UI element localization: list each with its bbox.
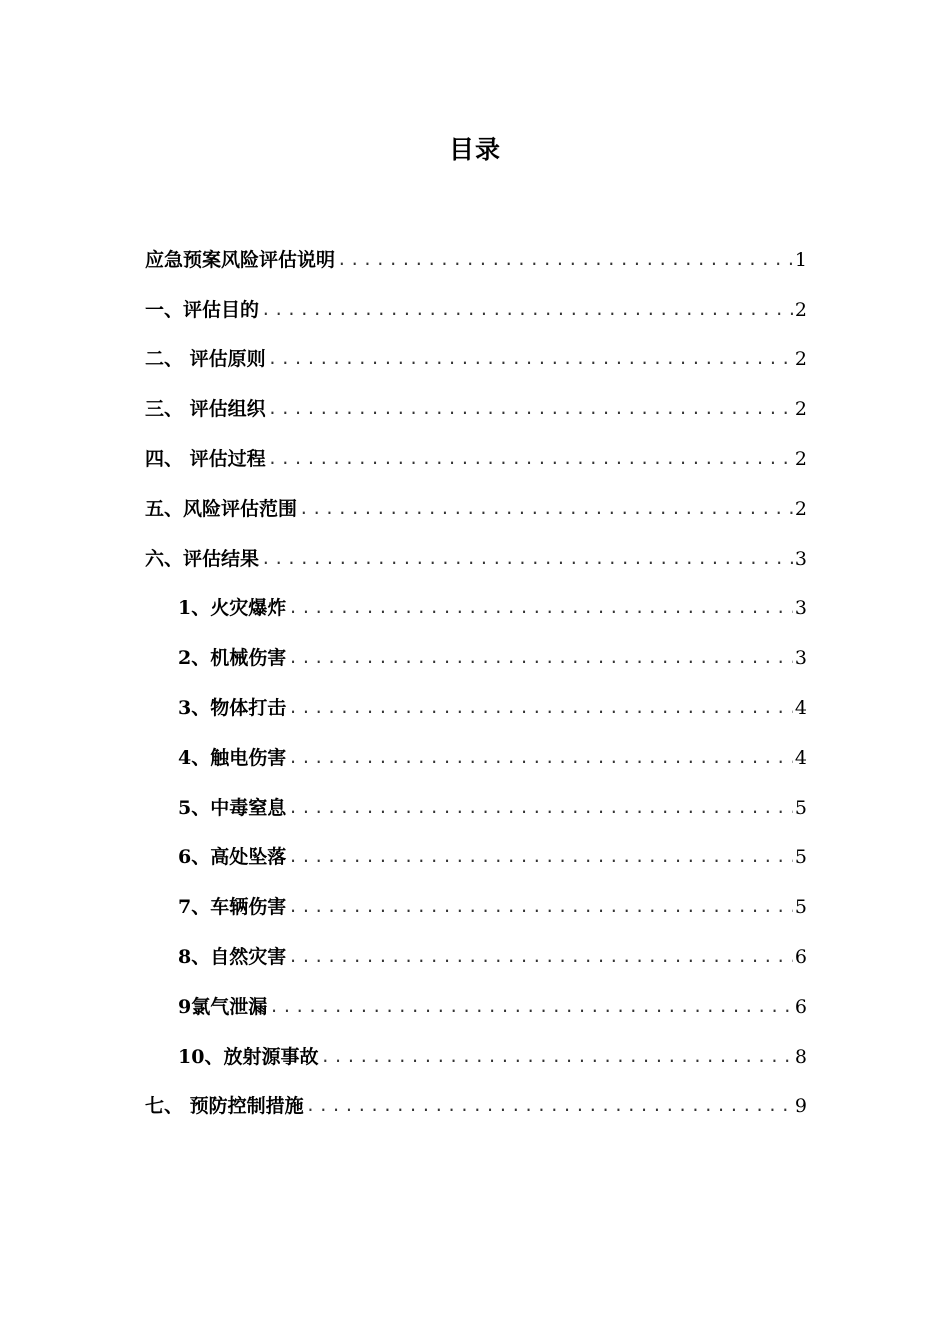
toc-entry-page: 5 (794, 796, 807, 819)
toc-entry-label: 七、 预防控制措施 (145, 1095, 304, 1118)
toc-dot-leader (288, 837, 793, 877)
toc-entry-page: 2 (794, 447, 807, 470)
toc-entry-label: 二、 评估原则 (145, 348, 266, 371)
toc-entry-label: 2、机械伤害 (178, 647, 287, 670)
toc-entry-label: 6、高处坠落 (178, 846, 287, 869)
toc-title: 目录 (448, 135, 501, 164)
toc-entry[interactable] (145, 728, 807, 778)
toc-dot-leader (306, 1086, 793, 1126)
toc-entry[interactable] (145, 1077, 807, 1127)
toc-entry[interactable] (145, 678, 807, 728)
toc-entry-page: 6 (794, 995, 807, 1018)
toc-dot-leader (337, 240, 793, 280)
toc-entry[interactable] (145, 429, 807, 479)
toc-entry[interactable] (145, 479, 807, 529)
toc-entry-label: 三、 评估组织 (145, 398, 266, 421)
toc-dot-leader (288, 738, 793, 778)
toc-entry-page: 6 (794, 945, 807, 968)
toc-entry-label: 10、放射源事故 (178, 1045, 319, 1068)
toc-entry-page: 8 (794, 1045, 807, 1068)
toc-dot-leader (261, 539, 793, 579)
toc-entry-label: 8、自然灾害 (178, 945, 287, 968)
toc-dot-leader (268, 339, 793, 379)
toc-dot-leader (261, 290, 793, 330)
toc-entry-label: 五、风险评估范围 (145, 497, 298, 520)
toc-entry[interactable] (145, 778, 807, 828)
toc-entry-page: 9 (794, 1095, 807, 1118)
toc-dot-leader (288, 788, 793, 828)
toc-entry[interactable] (145, 877, 807, 927)
toc-entry[interactable] (145, 977, 807, 1027)
toc-dot-leader (288, 937, 793, 977)
toc-dot-leader (320, 1037, 792, 1077)
toc-entry-page: 1 (794, 248, 807, 271)
toc-dot-leader (288, 588, 793, 628)
toc-dot-leader (288, 638, 793, 678)
toc-entry-page: 2 (794, 398, 807, 421)
toc-entry[interactable] (145, 330, 807, 380)
toc-list (145, 230, 807, 1126)
toc-dot-leader (269, 987, 793, 1027)
toc-entry-label: 1、火灾爆炸 (178, 597, 287, 620)
toc-entry[interactable] (145, 529, 807, 579)
toc-entry-label: 7、车辆伤害 (178, 896, 287, 919)
toc-dot-leader (299, 489, 793, 529)
toc-entry-page: 4 (794, 696, 807, 719)
toc-entry-label: 4、触电伤害 (178, 746, 287, 769)
toc-entry-page: 5 (794, 896, 807, 919)
toc-entry[interactable] (145, 230, 807, 280)
toc-entry-label: 四、 评估过程 (145, 447, 266, 470)
toc-entry-label: 六、评估结果 (145, 547, 260, 570)
toc-entry[interactable] (145, 280, 807, 330)
toc-dot-leader (268, 389, 793, 429)
toc-entry[interactable] (145, 379, 807, 429)
toc-entry-page: 2 (794, 298, 807, 321)
toc-entry-page: 3 (794, 547, 807, 570)
toc-dot-leader (268, 439, 793, 479)
toc-entry-page: 2 (794, 348, 807, 371)
toc-entry[interactable] (145, 628, 807, 678)
toc-entry-label: 一、评估目的 (145, 298, 260, 321)
toc-entry-label: 5、中毒窒息 (178, 796, 287, 819)
toc-entry-page: 3 (794, 597, 807, 620)
toc-entry-page: 2 (794, 497, 807, 520)
toc-entry-page: 5 (794, 846, 807, 869)
toc-entry[interactable] (145, 579, 807, 629)
toc-dot-leader (288, 688, 793, 728)
toc-entry-label: 9氯气泄漏 (178, 995, 268, 1018)
toc-entry[interactable] (145, 927, 807, 977)
toc-entry[interactable] (145, 1027, 807, 1077)
toc-entry-label: 应急预案风险评估说明 (145, 248, 336, 271)
toc-entry[interactable] (145, 828, 807, 878)
toc-entry-label: 3、物体打击 (178, 696, 287, 719)
toc-dot-leader (288, 887, 793, 927)
toc-entry-page: 4 (794, 746, 807, 769)
toc-entry-page: 3 (794, 647, 807, 670)
